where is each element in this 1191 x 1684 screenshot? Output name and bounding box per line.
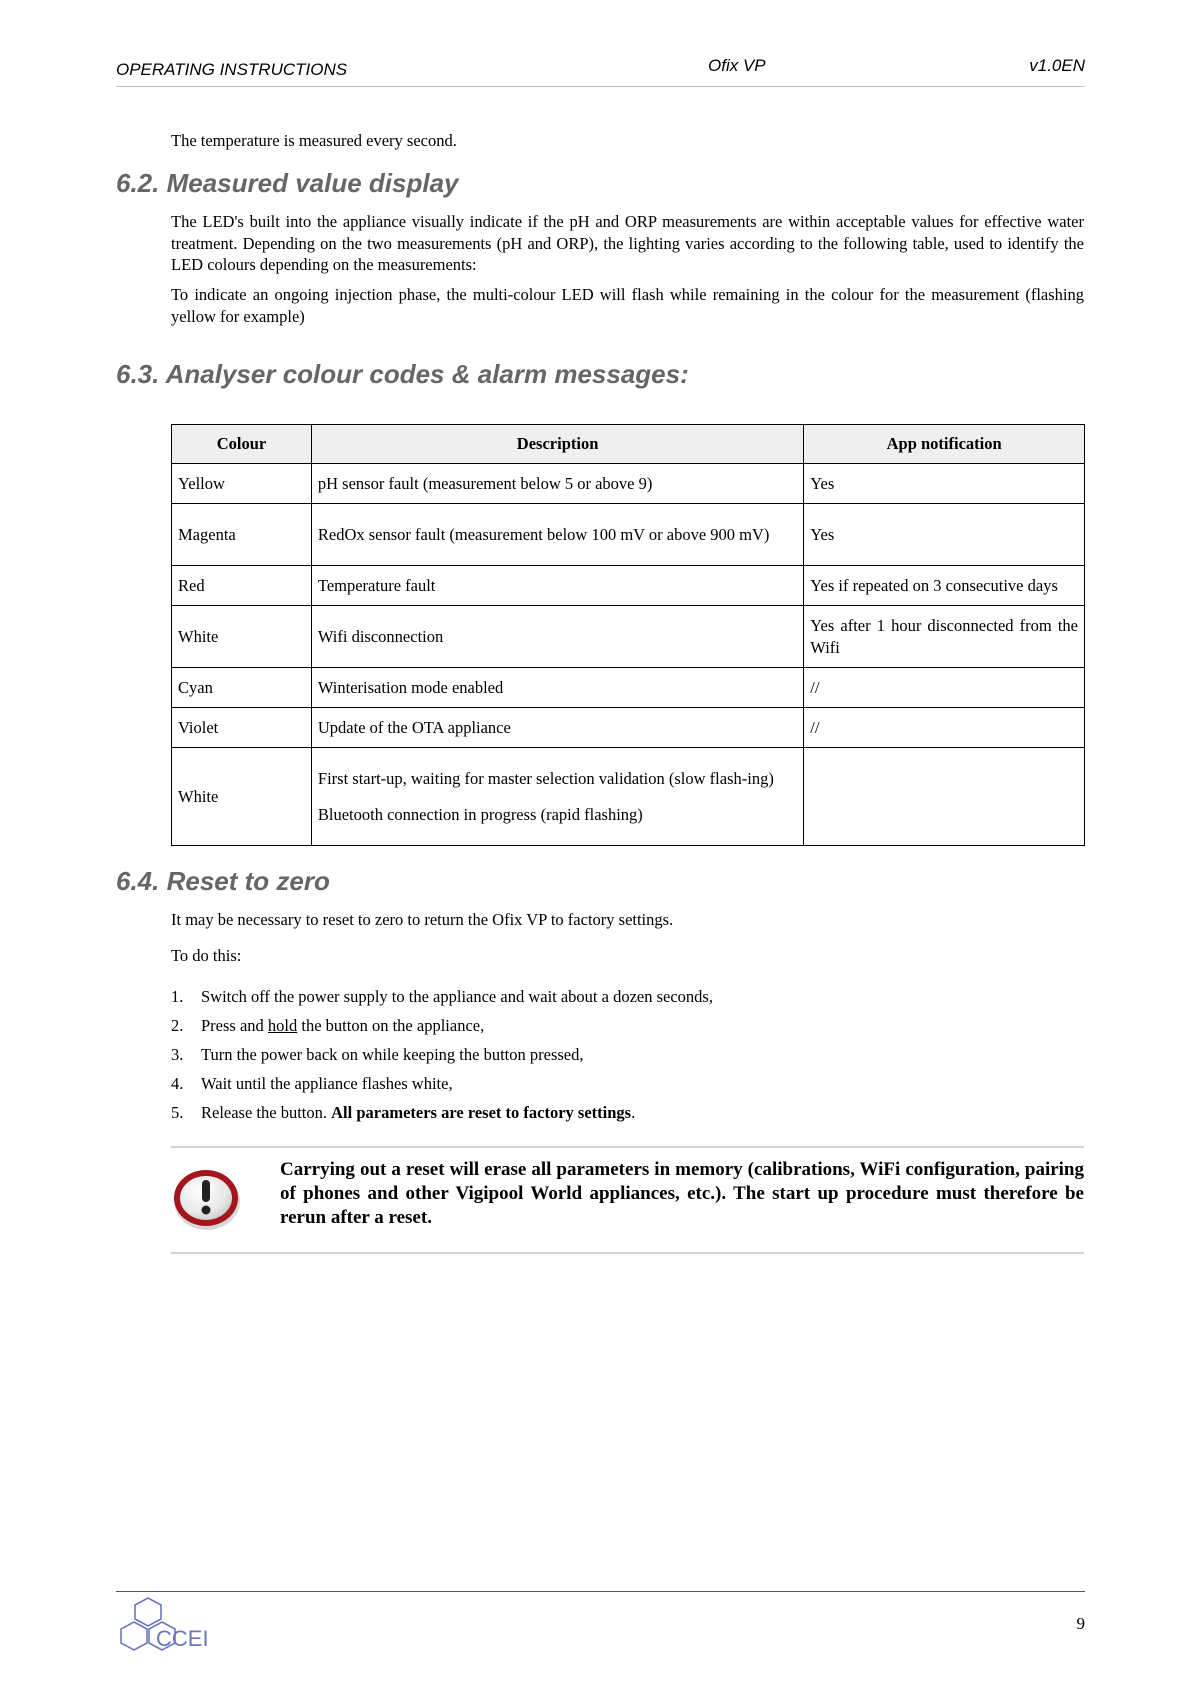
step-text: Turn the power back on while keeping the button pressed, (201, 1045, 584, 1064)
ccei-logo (116, 1594, 212, 1662)
cell-app-notification: Yes (804, 464, 1085, 504)
page-header (116, 54, 1085, 87)
cell-description: Winterisation mode enabled (311, 668, 803, 708)
cell-app-notification: // (804, 708, 1085, 748)
step-number: 4. (171, 1074, 184, 1093)
cell-colour: White (172, 748, 312, 846)
step-text-underlined: hold (267, 1016, 298, 1035)
cell-description (311, 748, 803, 846)
cell-colour: Red (172, 566, 312, 606)
list-item (171, 1040, 1084, 1069)
cell-colour: Yellow (172, 464, 312, 504)
cell-app-notification: // (804, 668, 1085, 708)
cell-description: Update of the OTA appliance (311, 708, 803, 748)
logo-text: CCEI (156, 1626, 209, 1651)
header-version: v1.0EN (1029, 56, 1085, 75)
step-text: Press and (201, 1016, 268, 1035)
list-item (171, 982, 1084, 1011)
header-doc-type: OPERATING INSTRUCTIONS (116, 60, 348, 79)
step-number: 2. (171, 1016, 184, 1035)
column-header-colour: Colour (172, 425, 312, 464)
cell-description: Wifi disconnection (311, 606, 803, 668)
column-header-app-notification: App notification (804, 425, 1085, 464)
step-text: Release the button. (201, 1103, 332, 1122)
table-row (172, 464, 1085, 504)
cell-description-line-1: First start-up, waiting for master selection validation (slow flash-ing) (317, 769, 774, 788)
table-row (172, 566, 1085, 606)
warning-icon (171, 1162, 243, 1234)
cell-description: Temperature fault (311, 566, 803, 606)
cell-app-notification: Yes (804, 504, 1085, 566)
cell-app-notification: Yes if repeated on 3 consecutive days (804, 566, 1085, 606)
list-item (171, 1069, 1084, 1098)
step-number: 3. (171, 1045, 184, 1064)
step-text: . (631, 1103, 636, 1122)
colour-codes-table (171, 424, 1085, 846)
section-6-4-para-2: To do this: (171, 946, 242, 965)
intro-text: The temperature is measured every second. (171, 131, 457, 150)
step-text-bold: All parameters are reset to factory settings (331, 1103, 632, 1122)
table-row (172, 668, 1085, 708)
section-heading-6-3: 6.3. Analyser colour codes & alarm messages: (116, 359, 689, 389)
cell-app-notification (804, 748, 1085, 846)
cell-app-notification: Yes after 1 hour disconnected from the Wifi (804, 606, 1085, 668)
page-footer (116, 1591, 1085, 1651)
step-number: 5. (171, 1103, 184, 1122)
section-6-2-para-2: To indicate an ongoing injection phase, the multi-colour LED will flash while remaining in the colour for the measurement (flashing yellow for example) (171, 285, 1084, 326)
table-header-row (172, 425, 1085, 464)
cell-colour: Cyan (172, 668, 312, 708)
warning-message: Carrying out a reset will erase all parameters in memory (calibrations, WiFi configuration, pairing of phones and other Vigipool World appliances, etc.). The start up procedure must therefore be rerun after a reset. (280, 1159, 1084, 1228)
step-text: Switch off the power supply to the appliance and wait about a dozen seconds, (201, 987, 713, 1006)
warning-box (171, 1146, 1084, 1254)
cell-colour: White (172, 606, 312, 668)
reset-steps-list (171, 982, 1084, 1127)
cell-colour: Magenta (172, 504, 312, 566)
table-row (172, 708, 1085, 748)
table-row (172, 606, 1085, 668)
step-text: Wait until the appliance flashes white, (201, 1074, 453, 1093)
section-heading-6-2: 6.2. Measured value display (116, 168, 459, 198)
step-number: 1. (171, 987, 184, 1006)
section-6-2-para-1: The LED's built into the appliance visually indicate if the pH and ORP measurements are within acceptable values for effective water treatment. Depending on the two measurements (pH and ORP), the lighting varies according to the following table, used to identify the LED colours depending on the measurements: (171, 212, 1084, 274)
list-item (171, 1098, 1084, 1127)
cell-colour: Violet (172, 708, 312, 748)
list-item (171, 1011, 1084, 1040)
cell-description: RedOx sensor fault (measurement below 100 mV or above 900 mV) (311, 504, 803, 566)
cell-description: pH sensor fault (measurement below 5 or above 9) (311, 464, 803, 504)
section-heading-6-4: 6.4. Reset to zero (116, 866, 330, 896)
column-header-description: Description (311, 425, 803, 464)
table-row (172, 748, 1085, 846)
cell-description-line-2: Bluetooth connection in progress (rapid flashing) (317, 804, 643, 824)
header-product: Ofix VP (708, 56, 766, 75)
step-text: the button on the appliance, (297, 1016, 485, 1035)
page-number: 9 (1076, 1614, 1085, 1633)
table-row (172, 504, 1085, 566)
section-6-4-para-1: It may be necessary to reset to zero to return the Ofix VP to factory settings. (171, 910, 674, 929)
